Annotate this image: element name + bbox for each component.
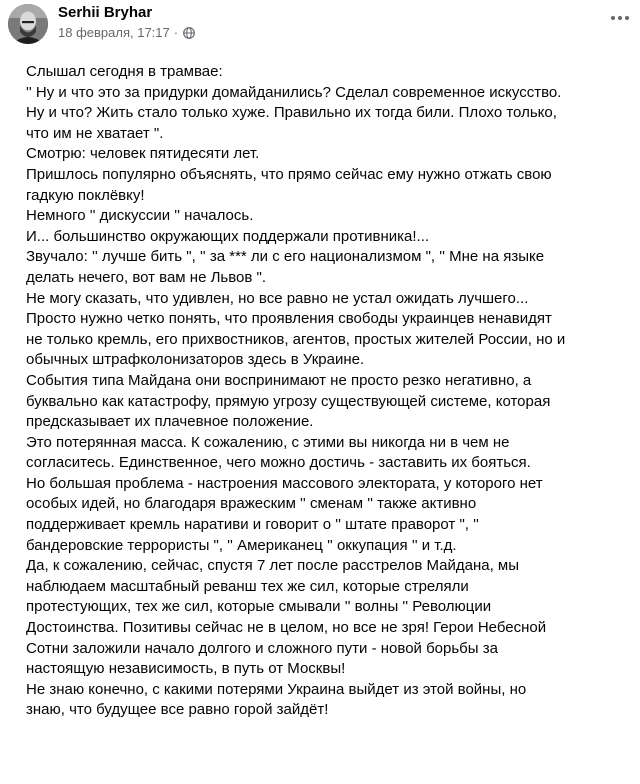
post-text-line: согласитесь. Единственное, чего можно достичь - заставить их бояться. xyxy=(26,454,531,472)
post-text-line: И... большинство окружающих поддержали противника!... xyxy=(26,227,430,245)
post-text-line: Ну и что? Жить стало только хуже. Правильно их тогда били. Плохо только, xyxy=(26,104,557,122)
post-meta xyxy=(58,25,195,40)
author-avatar[interactable] xyxy=(8,4,48,44)
post-text-line: что им не хватает ". xyxy=(26,124,164,142)
post-text-line: Звучало: '' лучше бить ", '' за *** ли с его национализмом ", '' Мне на языке xyxy=(26,248,545,266)
post-text-line: делать нечего, вот вам не Львов ". xyxy=(26,268,267,286)
post-header xyxy=(0,0,640,52)
post-text-line: знаю, что будущее все равно горой зайдёт! xyxy=(26,701,329,719)
post-text-line: Не могу сказать, что удивлен, но все равно не устал ожидать лучшего... xyxy=(26,289,529,307)
post-text-line: не только кремль, его прихвостников, агентов, простых жителей России, но и xyxy=(26,330,566,348)
more-options-icon[interactable] xyxy=(606,8,634,28)
post-text-line: Пришлось популярно объяснять, что прямо сейчас ему нужно отжать свою xyxy=(26,165,552,183)
post-text-line: Слышал сегодня в трамвае: xyxy=(26,63,223,80)
post-text-line: протестующих, тех же сил, которые смывали '' волны '' Революции xyxy=(26,598,492,616)
post-text-line: поддерживает кремль наративи и говорит о '' штате праворот ", '' xyxy=(26,516,479,534)
post-text-line: Немного '' дискуссии '' началось. xyxy=(26,207,254,225)
post-text-line: особых идей, но благодаря вражеским '' сменам '' также активно xyxy=(26,495,477,513)
post-text-line: Достоинства. Позитивы сейчас не в целом, но все не зря! Герои Небесной xyxy=(26,619,547,637)
meta-separator: · xyxy=(173,25,179,40)
more-dot xyxy=(611,16,615,20)
post-text-line: Но большая проблема - настроения массового электората, у которого нет xyxy=(26,474,543,492)
post-text-line: предсказывает их плачевное положение. xyxy=(26,413,314,431)
post-text-line: Смотрю: человек пятидесяти лет. xyxy=(26,145,260,163)
post-text-line: Просто нужно четко понять, что проявления свободы украинцев ненавидят xyxy=(26,310,552,328)
post-text-line: наблюдаем масштабный реванш тех же сил, которые стреляли xyxy=(26,577,469,595)
author-name[interactable]: Serhii Bryhar xyxy=(58,4,153,21)
post-text-line: Да, к сожалению, сейчас, спустя 7 лет после расстрелов Майдана, мы xyxy=(26,557,520,575)
post-text-line: '' Ну и что это за придурки домайданились? Сделал современное искусство. xyxy=(26,83,562,101)
post-text-line: настоящую независимость, в путь от Москвы! xyxy=(26,660,346,678)
post-text-line: буквально как катастрофу, прямую угрозу существующей системе, которая xyxy=(26,392,551,410)
post-body xyxy=(26,62,626,721)
post-text-line: гадкую поклёвку! xyxy=(26,186,145,204)
post-text-line: обычных штрафколонизаторов здесь в Украине. xyxy=(26,351,365,369)
post-text-line: События типа Майдана они воспринимают не просто резко негативно, а xyxy=(26,371,532,389)
post-timestamp[interactable]: 18 февраля, 17:17 xyxy=(58,25,170,40)
avatar-image xyxy=(8,4,48,44)
more-dot xyxy=(625,16,629,20)
more-dot xyxy=(618,16,622,20)
post-text-line: Сотни заложили начало долгого и сложного пути - новой борьбы за xyxy=(26,639,498,657)
post-text-line: Не знаю конечно, с какими потерями Украина выйдет из этой войны, но xyxy=(26,680,527,698)
post-text-line: бандеровские террористы ", '' Американец '' оккупация '' и т.д. xyxy=(26,536,457,554)
globe-icon[interactable] xyxy=(183,27,195,39)
post-text-line: Это потерянная масса. К сожалению, с этими вы никогда ни в чем не xyxy=(26,433,510,451)
